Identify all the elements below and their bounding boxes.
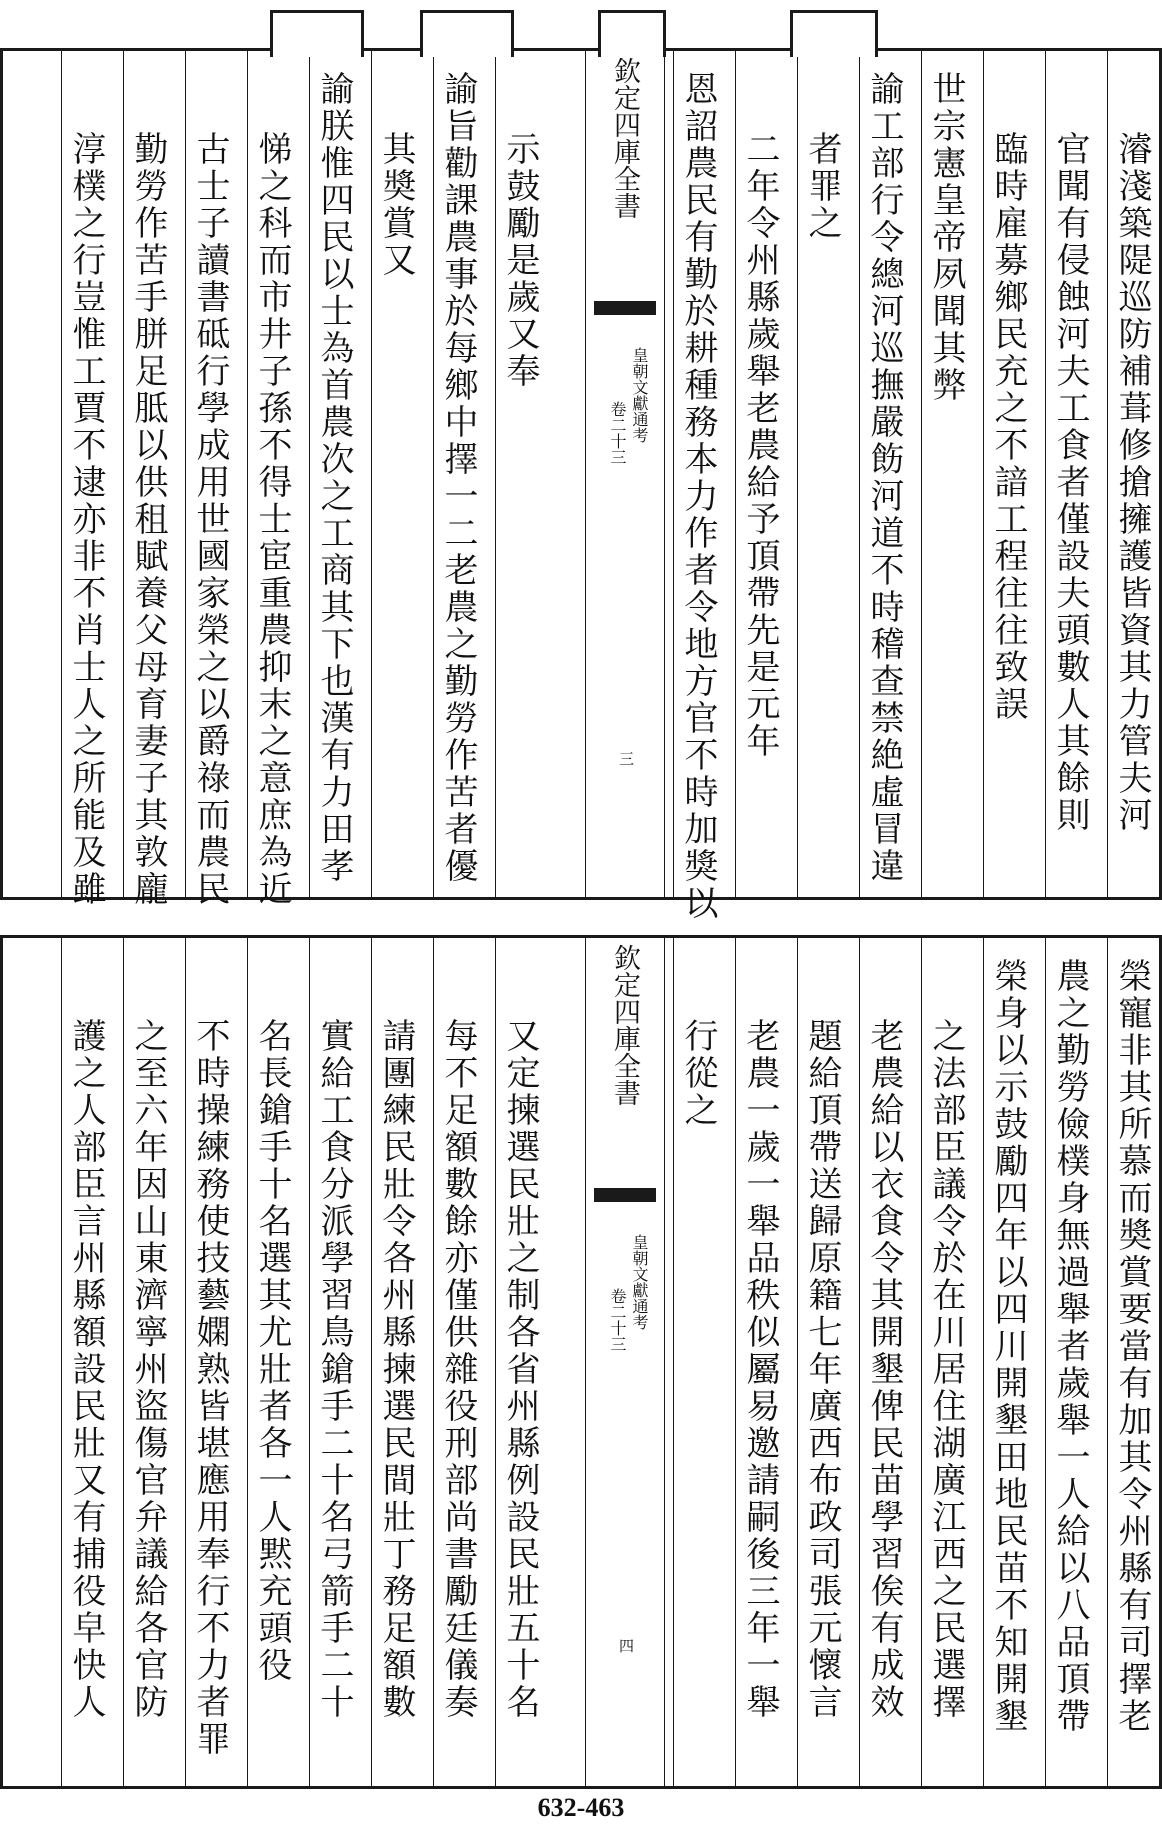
text-column: 淳樸之行豈惟工賈不逮亦非不肖士人之所能及雖	[66, 131, 106, 908]
text-column: 榮寵非其所慕而奬賞要當有加其令州縣有司擇老	[1112, 958, 1152, 1735]
center-fold	[585, 938, 665, 1786]
text-column: 諭工部行令總河巡撫嚴飭河道不時稽查禁絶虛冒違	[864, 71, 904, 885]
bottom-page	[0, 935, 1162, 1789]
leaf-number: 四	[617, 1638, 635, 1653]
text-column: 不時操練務使技藝嫻熟皆堪應用奉行不力者罪	[190, 1018, 230, 1758]
text-column: 老農給以衣食令其開墾俾民苗學習俟有成效	[864, 1018, 904, 1721]
text-column: 諭旨勸課農事於每鄉中擇一二老農之勤勞作苦者優	[438, 71, 478, 885]
book-subtitle: 皇朝文獻通考	[630, 347, 649, 443]
text-column: 臨時雇募鄉民充之不諳工程往往致誤	[988, 131, 1028, 723]
text-column: 每不足額數餘亦僅供雜役刑部尚書勵廷儀奏	[438, 1018, 478, 1721]
book-title: 欽定四庫全書	[609, 57, 640, 219]
text-column: 二年令州縣歲舉老農給予頂帶先是元年	[740, 131, 780, 760]
text-column: 護之人部臣言州縣額設民壯又有捕役皁快人	[66, 1018, 106, 1721]
book-title: 欽定四庫全書	[609, 944, 640, 1106]
text-column: 其奬賞又	[376, 131, 416, 279]
text-column: 榮身以示鼓勵四年以四川開墾田地民苗不知開墾	[988, 958, 1028, 1735]
text-column: 題給頂帶送歸原籍七年廣西布政司張元懷言	[802, 1018, 842, 1721]
elevation-tab	[790, 10, 878, 57]
page-number: 632-463	[537, 1793, 625, 1822]
text-column: 又定揀選民壯之制各省州縣例設民壯五十名	[500, 1018, 540, 1721]
text-column: 恩詔農民有勤於耕種務本力作者令地方官不時加獎以	[678, 71, 718, 922]
text-column: 者罪之	[802, 131, 842, 242]
text-column: 古士子讀書砥行學成用世國家榮之以爵祿而農民	[190, 131, 230, 908]
text-column: 示鼓勵是歲又奉	[500, 131, 540, 390]
elevation-tab	[420, 10, 514, 57]
text-column: 悌之科而市井子孫不得士宦重農抑末之意庶為近	[252, 131, 292, 908]
text-column: 濬淺築隄巡防補葺修搶擁護皆資其力管夫河	[1112, 131, 1152, 834]
text-column: 世宗憲皇帝夙聞其弊	[926, 71, 966, 404]
juan-number: 卷二十三	[608, 401, 627, 465]
text-column: 勤勞作苦手胼足胝以供租賦養父母育妻子其敦龐	[128, 131, 168, 908]
text-column: 官聞有侵蝕河夫工食者僅設夫頭數人其餘則	[1050, 131, 1090, 834]
text-column: 實給工食分派學習鳥鎗手二十名弓箭手二十	[314, 1018, 354, 1721]
text-column: 農之勤勞儉樸身無過舉者歲舉一人給以八品頂帶	[1050, 958, 1090, 1735]
text-column: 行從之	[678, 1018, 718, 1129]
elevation-tab	[270, 10, 364, 57]
fish-tail-mark	[594, 301, 656, 315]
text-column: 名長鎗手十名選其尤壯者各一人黙充頭役	[252, 1018, 292, 1684]
top-page	[0, 48, 1162, 922]
book-subtitle: 皇朝文獻通考	[630, 1234, 649, 1330]
text-column: 老農一歲一舉品秩似屬易邀請嗣後三年一舉	[740, 1018, 780, 1721]
leaf-number: 三	[617, 751, 635, 766]
text-column: 之法部臣議令於在川居住湖廣江西之民選擇	[926, 1018, 966, 1721]
elevation-tab	[598, 10, 666, 57]
text-column: 諭朕惟四民以士為首農次之工商其下也漢有力田孝	[314, 71, 354, 885]
text-column: 請團練民壯令各州縣揀選民間壯丁務足額數	[376, 1018, 416, 1721]
juan-number: 卷二十三	[608, 1288, 627, 1352]
text-column: 之至六年因山東濟寧州盜傷官弁議給各官防	[128, 1018, 168, 1721]
fish-tail-mark	[594, 1188, 656, 1202]
center-fold	[585, 51, 665, 897]
